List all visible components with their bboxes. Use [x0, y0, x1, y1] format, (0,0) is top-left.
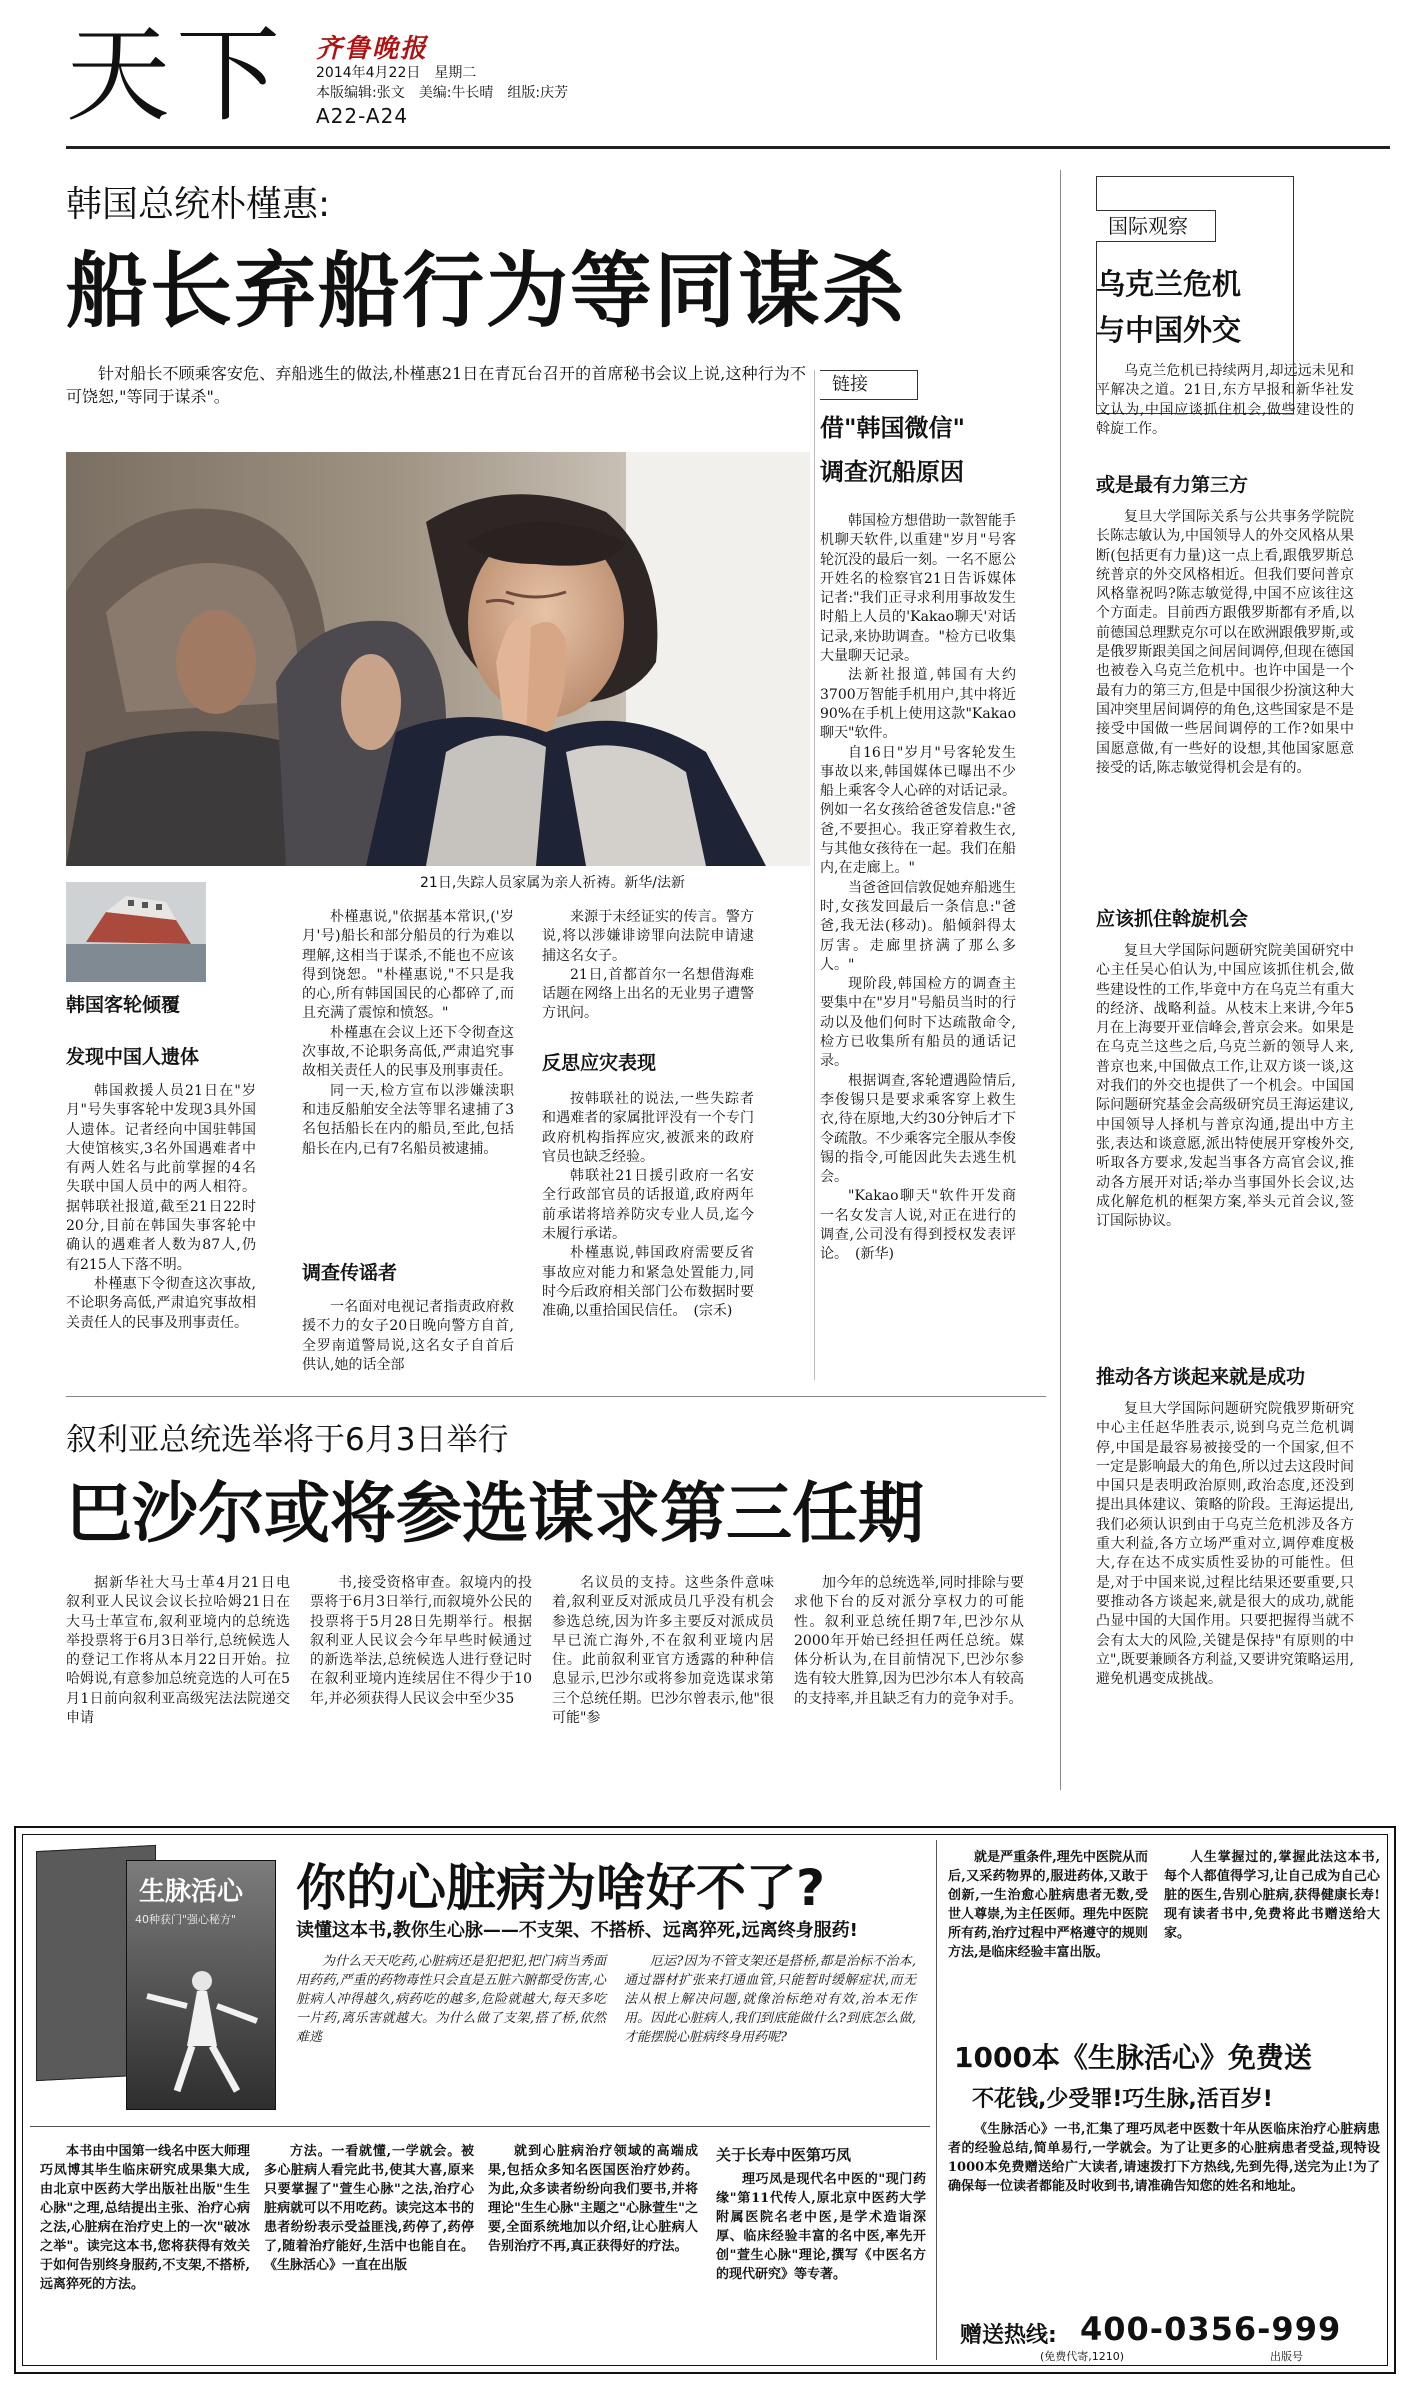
intl-p1: 复旦大学国际关系与公共事务学院院长陈志敏认为,中国领导人的外交风格从果断(包括更有力量)这一点上看,跟俄罗斯总统普京的外交风格相近。但我们要问普京风格靠祝吗?陈志敏觉得,中国不应该往这个方面走。目前西方跟俄罗斯都有矛盾,以前德国总理默克尔可以在欧洲跟俄罗斯,或是俄罗斯跟美国之间居间调停,但现在德国也被卷入乌克兰危机中。也许中国是一个最有力的第三方,但是中国很少扮演这种大国冲突里居间调停的角色,这些国家是不是接受中国做一些居间调停的工作?如果中国愿意做,有一些好的设想,其他国家愿意接受的话,陈志敏觉得机会是有的。	[1096, 509, 1354, 776]
ad-body-2	[624, 1952, 916, 2114]
link-p6: 根据调查,客轮遭遇险情后,李俊锡只是要求乘客穿上救生衣,待在原地,大约30分钟后才下令疏散。不少乘客完全服从李俊锡的指令,可能因此失去逃生机会。	[820, 1072, 1016, 1186]
ad-offer-body-text: 《生脉活心》一书,汇集了理巧凤老中医数十年从医临床治疗心脏病患者的经验总结,简单易行,一学就会。为了让更多的心脏病患者受益,现特设1000本免费赠送给广大读者,请速拨打下方热线,先到先得,送完为止!为了确保每一位读者都能及时收到书,请准确告知您的姓名和地址。	[948, 2122, 1380, 2194]
capsized-ship-image	[66, 882, 206, 982]
intl-p3: 复旦大学国际问题研究院俄罗斯研究中心主任赵华胜表示,说到乌克兰危机调停,中国是最容易被接受的一个国家,但不一定是影响最大的角色,所以过去这段时间中国只是表明政治原则,政治态度,还没到提出具体建议、策略的阶段。王海运提出,我们必须认识到由于乌克兰危机涉及各方重大利益,各方立场严重对立,调停难度极大,存在达不成实质性妥协的可能性。但是,对于中国来说,过程比结果还要重要,只要推动各方谈起来,就是很大的成功,就能凸显中国的大国作用。只要把握得当就不会有太大的风险,关键是保持"有原则的中立",既要兼顾各方利益,又要讲究策略运用,避免机遇变成挑战。	[1096, 1401, 1354, 1688]
intl-box-label-text: 国际观察	[1108, 214, 1188, 238]
ad-offer: 1000本《生脉活心》免费送	[954, 2041, 1312, 2074]
ad-col-3-text: 就到心脏病治疗领域的高端成果,包括众多知名医国医治疗妙药。为此,众多读者纷纷向我们要书,并将理论"生生心脉"主题之"心脉萱生"之要,全面系统地加以介绍,让心脏病人告别治疗不再,真正获得好的疗法。	[488, 2144, 698, 2254]
syria-col-3	[552, 1574, 774, 1788]
lead-col-3	[542, 908, 754, 1032]
ad-hotline-label: 赠送热线:	[960, 2323, 1057, 2348]
lead-col-1-p2: 朴槿惠下令彻查这次事故,不论职务高低,严肃追究事故相关责任人的民事及刑事责任。	[66, 1275, 256, 1331]
ad-right-2-text: 人生掌握过的,掌握此法这本书,每个人都值得学习,让自己成为自己心脏的医生,告别心脏病,获得健康长寿!现有读者书中,免费将此书赠送给大家。	[1164, 1850, 1380, 1941]
intl-body-3	[1096, 1400, 1354, 1800]
ad-body-1	[296, 1952, 606, 2114]
intl-body-2	[1096, 942, 1354, 1350]
ship-inset	[66, 882, 206, 982]
link-p7: "Kakao聊天"软件开发商一名女发言人说,对正在进行的调查,公司没有得到授权发表评论。 (新华)	[820, 1188, 1016, 1263]
photo-caption: 21日,失踪人员家属为亲人祈祷。新华/法新	[420, 875, 685, 891]
lead-col-2b-p1: 一名面对电视记者指责政府救援不力的女子20日晚向警方自首,全罗南道警局说,这名女子自首后供认,她的话全部	[302, 1299, 514, 1373]
ad-body-2-text: 厄运?因为不管支架还是搭桥,都是治标不治本,通过器材扩张来打通血管,只能暂时缓解症状,而无法从根上解决问题,就像治标绝对有效,治本无作用。因此心脏病人,我们到底能做什么?到底怎么做,才能摆脱心脏病终身用药呢?	[624, 1954, 916, 2045]
lead-col-3-p1: 来源于未经证实的传言。警方说,将以涉嫌诽谤罪向法院申请逮捕这名女子。	[542, 909, 754, 964]
taichi-figure-icon	[127, 1951, 277, 2101]
link-title-1: 借"韩国微信"	[820, 414, 966, 442]
ad-offer-body	[948, 2120, 1380, 2306]
ad-book-title: 生脉活心	[139, 1877, 244, 1907]
intl-sub-1: 或是最有力第三方	[1096, 474, 1249, 496]
masthead-rule	[66, 146, 1390, 149]
inset-label: 韩国客轮倾覆	[66, 994, 181, 1016]
lead-col-2	[302, 908, 514, 1250]
intl-title-1: 乌克兰危机	[1096, 267, 1242, 301]
ad-col-3	[488, 2142, 698, 2360]
subhead-find-bodies: 发现中国人遗体	[66, 1046, 200, 1068]
syria-headline: 巴沙尔或将参选谋求第三任期	[66, 1475, 924, 1552]
ad-divider	[30, 2126, 930, 2127]
syria-rule	[66, 1396, 1046, 1397]
ad-col-4-title: 关于长寿中医第巧凤	[716, 2146, 852, 2164]
intl-body-1	[1096, 508, 1354, 888]
ad-hotline-note: (免费代寄,1210)	[1040, 2350, 1125, 2363]
ad-right-2	[1164, 1848, 1380, 2024]
lead-col-3-p2: 21日,首都首尔一名想借海难话题在网络上出名的无业男子遭警方讯问。	[542, 966, 754, 1022]
ad-right-1	[948, 1848, 1148, 2024]
link-tag	[820, 370, 918, 400]
lead-col-1	[66, 1082, 256, 1352]
intl-title-2: 与中国外交	[1096, 313, 1242, 347]
link-p1: 韩国检方想借助一款智能手机聊天软件,以重建"岁月"号客轮沉没的最后一刻。一名不愿公开姓名的检察官21日告诉媒体记者:"我们正寻求利用事故发生时船上人员的'Kakao聊天'对话记录,来协助调查。"检方已收集大量聊天记录。	[820, 513, 1016, 665]
link-p3: 自16日"岁月"号客轮发生事故以来,韩国媒体已曝出不少船上乘客令人心碎的对话记录。例如一名女孩给爸爸发信息:"爸爸,不要担心。我正穿着救生衣,与其他女孩待在一起。我们在船内,在走廊上。"	[820, 744, 1016, 877]
ad-col-4	[716, 2170, 926, 2360]
ad-offer-sub: 不花钱,少受罪!巧生脉,活百岁!	[972, 2087, 1273, 2112]
link-p5: 现阶段,韩国检方的调查主要集中在"岁月"号船员当时的行动以及他们何时下达疏散命令,检方已收集所有船员的通话记录。	[820, 976, 1016, 1070]
ad-book-front	[126, 1860, 276, 2110]
page-range: A22-A24	[316, 104, 409, 128]
ad-body-1-text: 为什么天天吃药,心脏病还是犯把犯,把门病当秀面用药药,严重的药物毒性只会直是五脏六腑都受伤害,心脏病人冲得越久,病药吃的越多,危险就越大,每天多吃一片药,离乐害就越大。为什么做了支架,搭了桥,依然难逃	[296, 1954, 606, 2045]
ad-col-4-text: 理巧凤是现代名中医的"现门药缘"第11代传人,原北京中医药大学附属医院名老中医,是学术造诣深厚、临床经验丰富的名中医,率先开创"萱生心脉"理论,撰写《中医名方的现代研究》等专著。	[716, 2172, 926, 2282]
lead-photo	[66, 452, 810, 866]
staff-line: 本版编辑:张文 美编:牛长晴 组版:庆芳	[316, 85, 569, 101]
lead-col-2-p2: 朴槿惠在会议上还下令彻查这次事故,不论职务高低,严肃追究事故相关责任人的民事及刑事责任。	[302, 1024, 514, 1080]
subhead-rumor: 调查传谣者	[302, 1262, 398, 1284]
praying-women-image	[66, 452, 810, 866]
lead-col-3b-p1: 按韩联社的说法,一些失踪者和遇难者的家属批评没有一个专门政府机构指挥应灾,被派来的政府官员也缺乏经验。	[542, 1091, 754, 1165]
lead-intro	[66, 362, 806, 408]
ad-tagline: 读懂这本书,教你生心脉——不支架、不搭桥、远离猝死,远离终身服药!	[296, 1920, 858, 1941]
ad-right-divider	[936, 1840, 937, 2360]
syria-p3: 名议员的支持。这些条件意味着,叙利亚反对派成员几乎没有机会参选总统,因为许多主要反对派成员早已流亡海外,不在叙利亚境内居住。此前叙利亚官方透露的种种信息显示,巴沙尔或将参加竞选谋求第三个总统任期。巴沙尔曾表示,他"很可能"参	[552, 1575, 774, 1727]
intl-sub-3: 推动各方谈起来就是成功	[1096, 1366, 1306, 1388]
lead-kicker: 韩国总统朴槿惠:	[66, 184, 331, 225]
lead-col-2-p1: 朴槿惠说,"依据基本常识,('岁月'号)船长和部分船员的行为难以理解,这相当于谋杀,不能也不应该得到饶恕。"朴槿惠说,"不只是我的心,所有韩国国民的心都碎了,而且充满了震惊和愤怒。"	[302, 909, 514, 1022]
ad-col-1	[40, 2142, 250, 2360]
link-divider	[814, 370, 815, 1380]
link-tag-text: 链接	[832, 374, 868, 395]
intl-sub-2: 应该抓住斡旋机会	[1096, 908, 1249, 930]
lead-col-3b	[542, 1090, 754, 1380]
subhead-reflect: 反思应灾表现	[542, 1052, 657, 1074]
lead-col-3b-p2: 韩联社21日援引政府一名安全行政部官员的话报道,政府两年前承诺将培养防灾专业人员,迄今未履行承诺。	[542, 1168, 754, 1243]
ad-right-1-text: 就是严重条件,理先中医院从而后,又采药物界的,服进药体,又敢于创新,一生治愈心脏病患者无数,受世人尊崇,为主任医师。理先中医院所有药,治疗过程中严格遵守的规则方法,是临床经验丰富出版。	[948, 1850, 1148, 1960]
lead-col-2b	[302, 1298, 514, 1378]
paper-logo: 齐鲁晚报	[316, 34, 429, 64]
link-p2: 法新社报道,韩国有大约3700万智能手机用户,其中将近90%在手机上使用这款"Kakao聊天"软件。	[820, 667, 1016, 742]
syria-kicker: 叙利亚总统选举将于6月3日举行	[66, 1422, 509, 1458]
link-title-2: 调查沉船原因	[820, 458, 964, 486]
syria-col-4	[794, 1574, 1024, 1788]
lead-col-2-p3: 同一天,检方宣布以涉嫌渎职和违反船舶安全法等罪名逮捕了3名包括船长在内的船员,至此,包括船长在内,已有7名船员被逮捕。	[302, 1082, 514, 1157]
date-line: 2014年4月22日 星期二	[316, 65, 477, 81]
link-p4: 当爸爸回信敦促她弃船逃生时,女孩发回最后一条信息:"爸爸,我无法(移动)。船倾斜得太厉害。走廊里挤满了那么多人。"	[820, 879, 1016, 973]
lead-col-3b-p3: 朴槿惠说,韩国政府需要反省事故应对能力和紧急处置能力,同时今后政府相关部门公布数据时要准确,以重拾国民信任。 (宗禾)	[542, 1245, 754, 1320]
lead-col-1-p1: 韩国救援人员21日在"岁月"号失事客轮中发现3具外国人遗体。记者经向中国驻韩国大使馆核实,3名外国遇难者中有两人姓名与此前掌握的4名失联中国人员中的两人相符。据韩联社报道,截至21日22时20分,目前在韩国失事客轮中确认的遇难者人数为87人,仍有215人下落不明。	[66, 1083, 256, 1273]
ad-headline: 你的心脏病为啥好不了?	[296, 1859, 826, 1917]
link-body	[820, 512, 1016, 1380]
ad-col-2-text: 方法。一看就懂,一学就会。被多心脏病人看完此书,使其大喜,原来只要掌握了"萱生心脉"之法,治疗心脏病就可以不用吃药。读完这本书的患者纷纷表示受益匪浅,药停了,药停了,随着治疗能好,生活中也能自在。《生脉活心》一直在出版	[264, 2144, 474, 2273]
syria-p1: 据新华社大马士革4月21日电 叙利亚人民议会议长拉哈姆21日在大马士革宣布,叙利亚境内的总统选举投票将于6月3日举行,总统候选人的登记工作将从本月22日开始。拉哈姆说,有意参加总统竞选的人可在5月1日前向叙利亚高级宪法法院递交申请	[66, 1575, 304, 1727]
syria-p2: 书,接受资格审查。叙境内的投票将于6月3日举行,而叙境外公民的投票将于5月28日先期举行。根据叙利亚人民议会今年早些时候通过的新选举法,总统候选人进行登记时在叙利亚境内连续居住不得少于10年,并必须获得人民议会中至少35	[310, 1575, 532, 1707]
ad-book-sub: 40种获门"强心秘方"	[135, 1913, 237, 1926]
ad-fineprint: 出版号	[1270, 2350, 1303, 2363]
syria-p4: 加今年的总统选举,同时排除与要求他下台的反对派分享权力的可能性。叙利亚总统任期7年,巴沙尔从2000年开始已经担任两任总统。媒体分析认为,在目前情况下,巴沙尔参选有较大胜算,因为巴沙尔本人有较高的支持率,并且缺乏有力的竞争对手。	[794, 1575, 1024, 1707]
intl-intro	[1096, 362, 1354, 452]
ad-col-1-text: 本书由中国第一线名中医大师理巧凤博其毕生临床研究成果集大成,由北京中医药大学出版社出版"生生心脉"之理,总结提出主张、治疗心病之法,心脏病在治疗史上的一次"破冰之举"。读完这本书,您将获得有效关于如何告别终身服药,不支架,不搭桥,远离猝死的方法。	[40, 2144, 250, 2292]
ad-hotline-number: 400-0356-999	[1080, 2310, 1342, 2348]
intl-divider	[1060, 170, 1061, 1790]
intl-intro-text: 乌克兰危机已持续两月,却远远未见和平解决之道。21日,东方早报和新华社发文认为,中国应谈抓住机会,做些建设性的斡旋工作。	[1096, 363, 1354, 437]
section-title: 天下	[66, 14, 287, 136]
syria-col-2	[310, 1574, 532, 1788]
syria-col-1	[66, 1574, 304, 1788]
ad-col-2	[264, 2142, 474, 2360]
lead-intro-text: 针对船长不顾乘客安危、弃船逃生的做法,朴槿惠21日在青瓦台召开的首席秘书会议上说,这种行为不可饶恕,"等同于谋杀"。	[66, 364, 806, 406]
intl-p2: 复旦大学国际问题研究院美国研究中心主任吴心伯认为,中国应该抓住机会,做些建设性的工作,毕竟中方在乌克兰有重大的经济、战略利益。从枝末上来讲,今年5月在上海要开亚信峰会,普京会来。如果是在乌克兰这些之后,乌克兰新的领导人来,普京也来,中国做点工作,让双方谈一谈,这对我们的外交也提供了一个机会。中国国际问题研究基金会高级研究员王海运建议,中国领导人择机与普京沟通,提出中方主张,表达和谈意愿,派出特使展开穿梭外交,听取各方要求,发起当事各方高官会议,推动各方展开对话;举办当事国外长会议,达成化解危机的框架方案,举头元首会议,签订国际协议。	[1096, 943, 1354, 1230]
intl-box-label	[1096, 210, 1216, 242]
lead-headline: 船长弃船行为等同谋杀	[66, 244, 907, 339]
